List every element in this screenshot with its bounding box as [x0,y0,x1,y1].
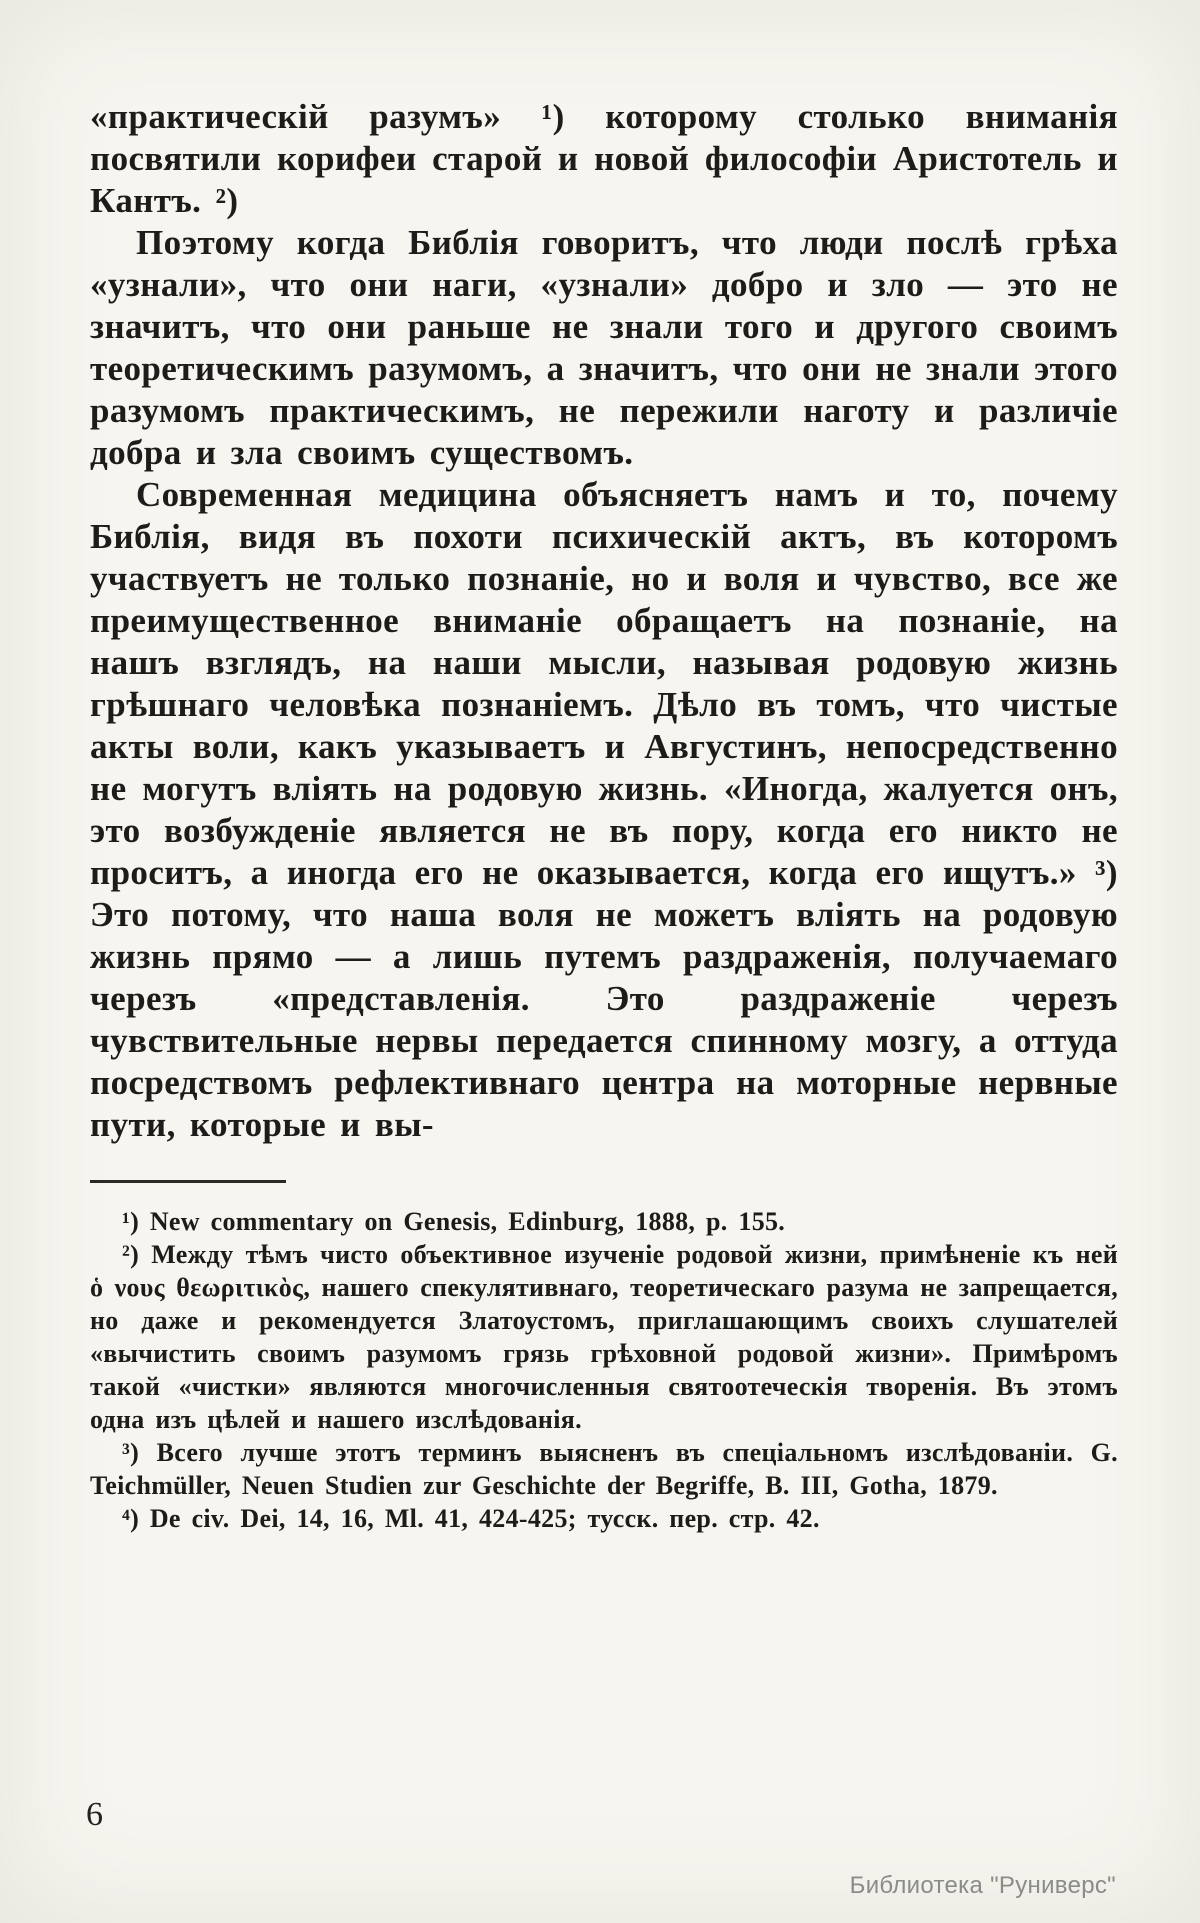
paragraph-continuation: «практическій разумъ» ¹) которому столько вниманія посвятили корифеи старой и новой философіи Аристотель и Кантъ. ²) [90,97,1118,220]
footnote-separator-rule [90,1180,286,1183]
paragraph: Современная медицина объясняетъ намъ и то, почему Библія, видя въ похоти психическій актъ, въ которомъ участвуетъ не только познаніе, но и воля и чувство, все же преимущественное вниманіе обращаетъ на познаніе, на нашъ взглядъ, на наши мысли, называя родовую жизнь грѣшнаго человѣка познаніемъ. Дѣло въ томъ, что чистые акты воли, какъ указываетъ и Августинъ, непосредственно не могутъ вліять на родовую жизнь. «Иногда, жалуется онъ, это возбужденіе является не въ пору, когда его никто не проситъ, а иногда его не оказывается, когда его ищутъ.» ³) Это потому, что наша воля не можетъ вліять на родовую жизнь прямо — а лишь путемъ раздраженія, получаемаго черезъ «представленія. Это раздраженіе черезъ чувствительные нервы передается спинному мозгу, а оттуда посредствомъ рефлективнаго центра на моторные нервные пути, которые и вы- [90,475,1118,1144]
page-number: 6 [86,1796,103,1833]
footnotes-block [90,1205,1118,1535]
page-content [90,96,1118,1535]
main-text-block [90,96,1118,1146]
footnote-2: ²) Между тѣмъ чисто объективное изученіе родовой жизни, примѣненіе къ ней ὁ νους θεωριτικὸς, нашего спекулятивнаго, теоретическаго разума не запрещается, но даже и рекомендуется Златоустомъ, приглашающимъ своихъ слушателей «вычистить своимъ разумомъ грязь грѣховной родовой жизни». Примѣромъ такой «чистки» являются многочисленныя святоотеческія творенія. Въ этомъ одна изъ цѣлей и нашего изслѣдованія. [90,1240,1118,1434]
footnote-3: ³) Всего лучше этотъ терминъ выясненъ въ спеціальномъ изслѣдованіи. G. Teichmüller, Neuen Studien zur Geschichte der Begriffe, B. III, Gotha, 1879. [90,1438,1118,1500]
footnote-1: ¹) New commentary on Genesis, Edinburg, 1888, p. 155. [122,1207,786,1236]
library-watermark: Библиотека "Руниверс" [849,1872,1116,1899]
footnote-4: ⁴) De civ. Dei, 14, 16, Ml. 41, 424-425; тусск. пер. стр. 42. [122,1504,820,1533]
paragraph: Поэтому когда Библія говоритъ, что люди послѣ грѣха «узнали», что они наги, «узнали» добро и зло — это не значитъ, что они раньше не знали того и другого своимъ теоретическимъ разумомъ, а значитъ, что они не знали этого разумомъ практическимъ, не пережили наготу и различіе добра и зла своимъ существомъ. [90,223,1118,472]
